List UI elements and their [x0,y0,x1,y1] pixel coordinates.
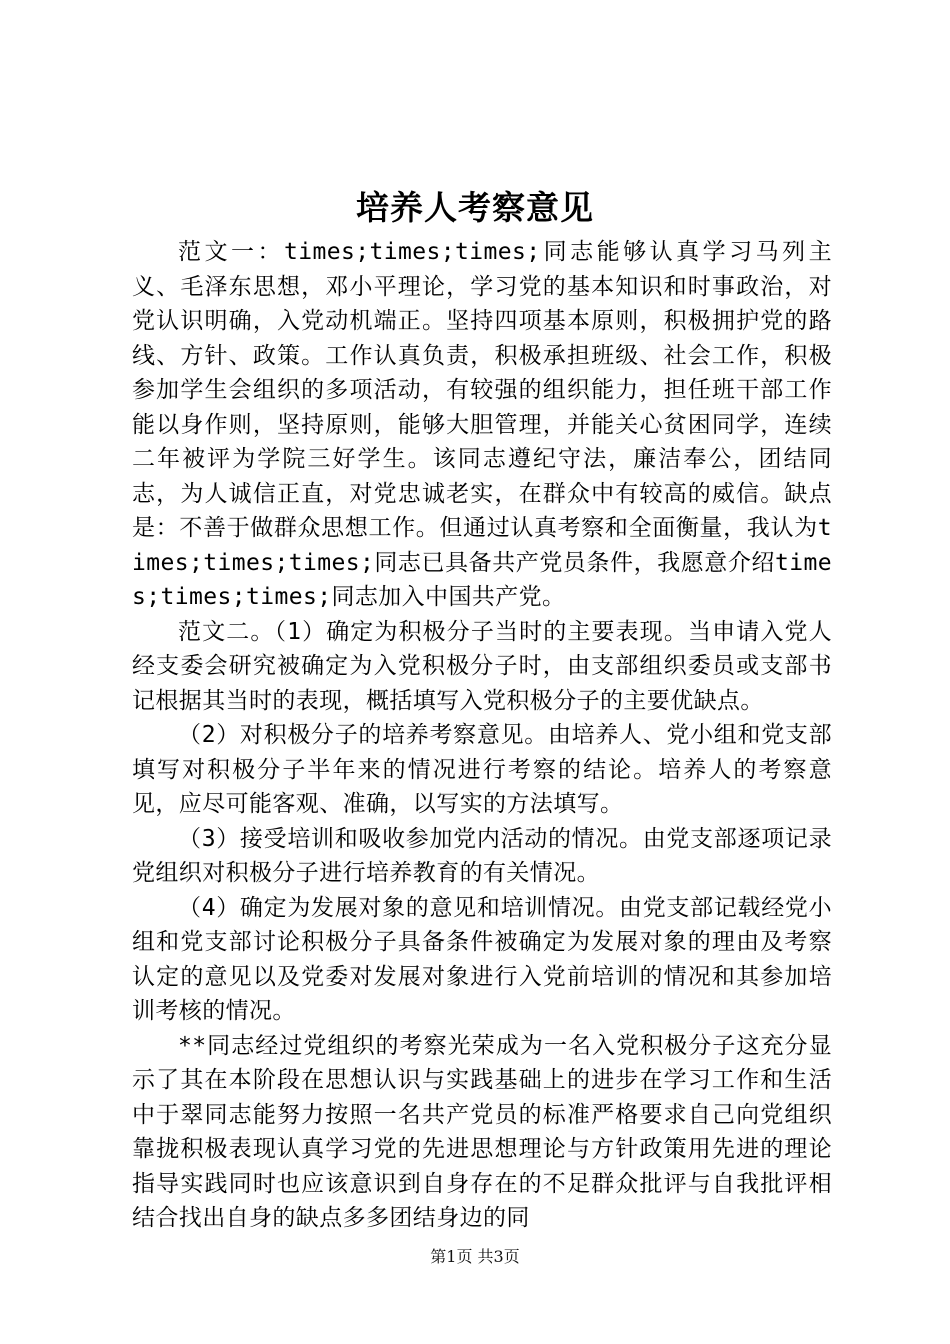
paragraph-sample-two-intro: 范文二。（1）确定为积极分子当时的主要表现。当申请入党人经支委会研究被确定为入党积极分子时，由支部组织委员或支部书记根据其当时的表现，概括填写入党积极分子的主要优缺点。 [132,618,832,714]
paragraph-item-3: （3）接受培训和吸收参加党内活动的情况。由党支部逐项记录党组织对积极分子进行培养教育的有关情况。 [132,825,832,886]
paragraph-item-4: （4）确定为发展对象的意见和培训情况。由党支部记载经党小组和党支部讨论积极分子具备条件被确定为发展对象的理由及考察认定的意见以及党委对发展对象进行入党前培训的情况和其参加培训考核的情况。 [132,894,832,1024]
paragraph-sample-one: 范文一：times;times;times;同志能够认真学习马列主义、毛泽东思想，邓小平理论，学习党的基本知识和时事政治，对党认识明确，入党动机端正。坚持四项基本原则，积极拥护党的路线、方针、政策。工作认真负责，积极承担班级、社会工作，积极参加学生会组织的多项活动，有较强的组织能力，担任班干部工作能以身作则，坚持原则，能够大胆管理，并能关心贫困同学，连续二年被评为学院三好学生。该同志遵纪守法，廉洁奉公，团结同志，为人诚信正直，对党忠诚老实，在群众中有较高的威信。缺点是：不善于做群众思想工作。但通过认真考察和全面衡量，我认为times;times;times;同志已具备共产党员条件，我愿意介绍times;times;times;同志加入中国共产党。 [132,239,832,610]
paragraph-closing: **同志经过党组织的考察光荣成为一名入党积极分子这充分显示了其在本阶段在思想认识与实践基础上的进步在学习工作和生活中于翠同志能努力按照一名共产党员的标准严格要求自己向党组织靠拢积极表现认真学习党的先进思想理论与方针政策用先进的理论指导实践同时也应该意识到自身存在的不足群众批评与自我批评相结合找出自身的缺点多多团结身边的同 [132,1032,832,1231]
document-title: 培养人考察意见 [356,188,594,227]
document-body [132,235,832,1231]
paragraph-item-2: （2）对积极分子的培养考察意见。由培养人、党小组和党支部填写对积极分子半年来的情况进行考察的结论。培养人的考察意见，应尽可能客观、准确，以写实的方法填写。 [132,722,832,817]
page-number-footer: 第1页 共3页 [430,1247,520,1266]
